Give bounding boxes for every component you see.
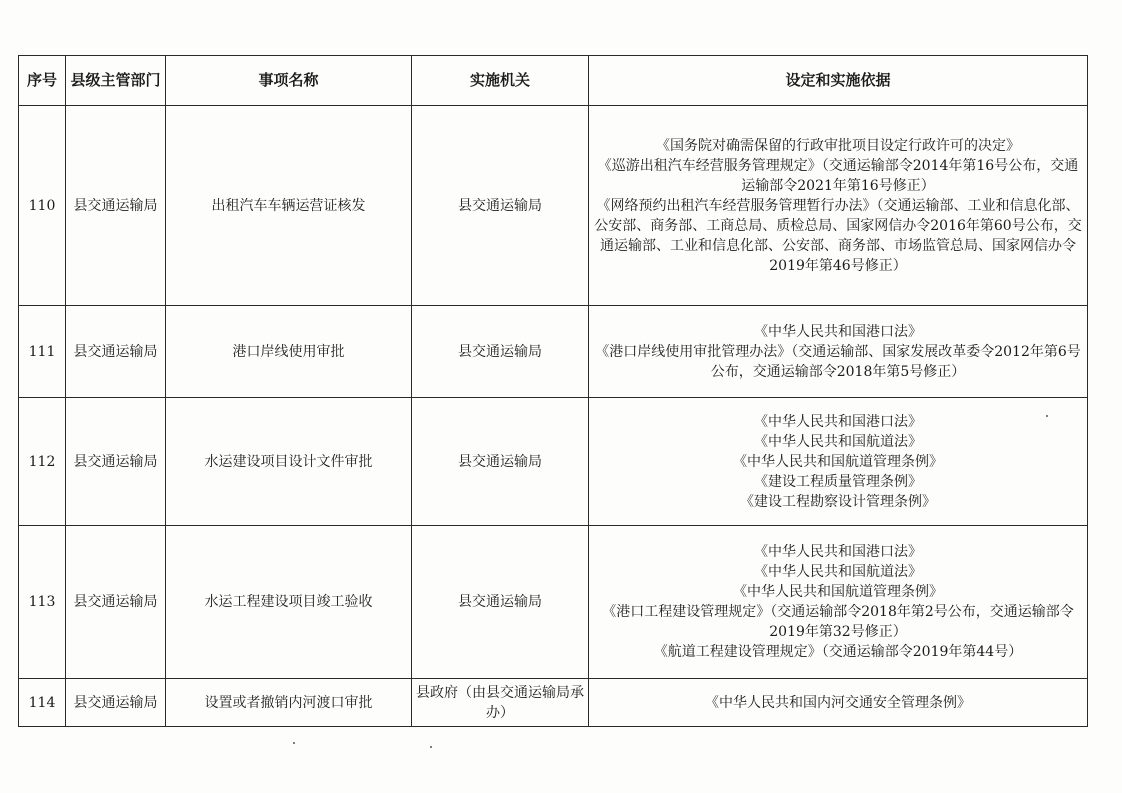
row-serial-number: 114 bbox=[19, 679, 66, 727]
basis-line: 《网络预约出租汽车经营服务管理暂行办法》（交通运输部、工业和信息化部、公安部、商务部、工商总局、质检总局、国家网信办令2016年第60号公布，交通运输部、工业和信息化部、公安部、商务部、市场监管总局、国家网信办令2019年第46号修正） bbox=[594, 197, 1082, 274]
header-department: 县级主管部门 bbox=[66, 56, 166, 106]
header-implementing-agency: 实施机关 bbox=[412, 56, 589, 106]
row-department-text: 县交通运输局 bbox=[73, 694, 158, 711]
basis-line: 《巡游出租汽车经营服务管理规定》（交通运输部令2014年第16号公布，交通运输部令2021年第16号修正） bbox=[597, 157, 1079, 194]
row-department bbox=[66, 679, 166, 727]
row-implementing-agency: 县交通运输局 bbox=[412, 306, 589, 398]
row-agency-text: 县政府（由县交通运输局承办） bbox=[416, 684, 584, 721]
row-department-text: 县交通运输局 bbox=[73, 594, 158, 610]
basis-line: 《中华人民共和国航道法》 bbox=[754, 433, 922, 450]
table-row bbox=[19, 526, 1088, 679]
scan-speck bbox=[430, 746, 432, 748]
row-legal-basis bbox=[589, 306, 1088, 398]
row-department-text: 县交通运输局 bbox=[73, 453, 158, 470]
table-row bbox=[19, 306, 1088, 398]
row-item-name: 出租汽车车辆运营证核发 bbox=[166, 106, 412, 306]
row-implementing-agency: 县交通运输局 bbox=[412, 398, 589, 526]
row-department-text: 县交通运输局 bbox=[73, 197, 158, 214]
row-item-name: 水运工程建设项目竣工验收 bbox=[166, 526, 412, 679]
table-header-row bbox=[19, 56, 1088, 106]
basis-line: 《航道工程建设管理规定》（交通运输部令2019年第44号） bbox=[653, 644, 1023, 660]
row-item-name: 港口岸线使用审批 bbox=[166, 306, 412, 398]
basis-line: 《建设工程勘察设计管理条例》 bbox=[740, 493, 936, 510]
row-legal-basis bbox=[589, 398, 1088, 526]
row-item-name: 设置或者撤销内河渡口审批 bbox=[166, 679, 412, 727]
row-implementing-agency: 县交通运输局 bbox=[412, 106, 589, 306]
row-implementing-agency bbox=[412, 679, 589, 727]
basis-line: 《中华人民共和国港口法》 bbox=[754, 323, 922, 340]
row-department bbox=[66, 306, 166, 398]
basis-line: 《中华人民共和国航道法》 bbox=[754, 564, 922, 580]
table-row bbox=[19, 398, 1088, 526]
row-serial-number: 113 bbox=[19, 526, 66, 679]
row-legal-basis bbox=[589, 106, 1088, 306]
row-serial-number: 111 bbox=[19, 306, 66, 398]
basis-line: 《建设工程质量管理条例》 bbox=[754, 473, 922, 490]
table-row bbox=[19, 106, 1088, 306]
header-item-name: 事项名称 bbox=[166, 56, 412, 106]
approval-items-table bbox=[18, 55, 1088, 727]
scan-speck bbox=[293, 742, 295, 744]
table-row bbox=[19, 679, 1088, 727]
row-legal-basis bbox=[589, 526, 1088, 679]
row-department bbox=[66, 526, 166, 679]
basis-line: 《中华人民共和国航道管理条例》 bbox=[733, 584, 943, 600]
basis-line: 《中华人民共和国港口法》 bbox=[754, 413, 922, 430]
row-department bbox=[66, 106, 166, 306]
row-item-name: 水运建设项目设计文件审批 bbox=[166, 398, 412, 526]
row-department-text: 县交通运输局 bbox=[73, 343, 158, 360]
basis-line: 《国务院对确需保留的行政审批项目设定行政许可的决定》 bbox=[656, 137, 1020, 154]
basis-line: 《中华人民共和国航道管理条例》 bbox=[733, 453, 943, 470]
basis-line: 《港口工程建设管理规定》（交通运输部令2018年第2号公布，交通运输部令2019年第32号修正） bbox=[602, 604, 1074, 640]
basis-line: 《中华人民共和国港口法》 bbox=[754, 544, 922, 560]
basis-line: 《港口岸线使用审批管理办法》（交通运输部、国家发展改革委令2012年第6号公布，交通运输部令2018年第5号修正） bbox=[595, 343, 1081, 380]
row-department bbox=[66, 398, 166, 526]
row-legal-basis bbox=[589, 679, 1088, 727]
header-legal-basis: 设定和实施依据 bbox=[589, 56, 1088, 106]
header-serial-number: 序号 bbox=[19, 56, 66, 106]
basis-line: 《中华人民共和国内河交通安全管理条例》 bbox=[705, 694, 971, 711]
row-serial-number: 112 bbox=[19, 398, 66, 526]
row-serial-number: 110 bbox=[19, 106, 66, 306]
row-implementing-agency: 县交通运输局 bbox=[412, 526, 589, 679]
scan-speck bbox=[1046, 415, 1048, 417]
